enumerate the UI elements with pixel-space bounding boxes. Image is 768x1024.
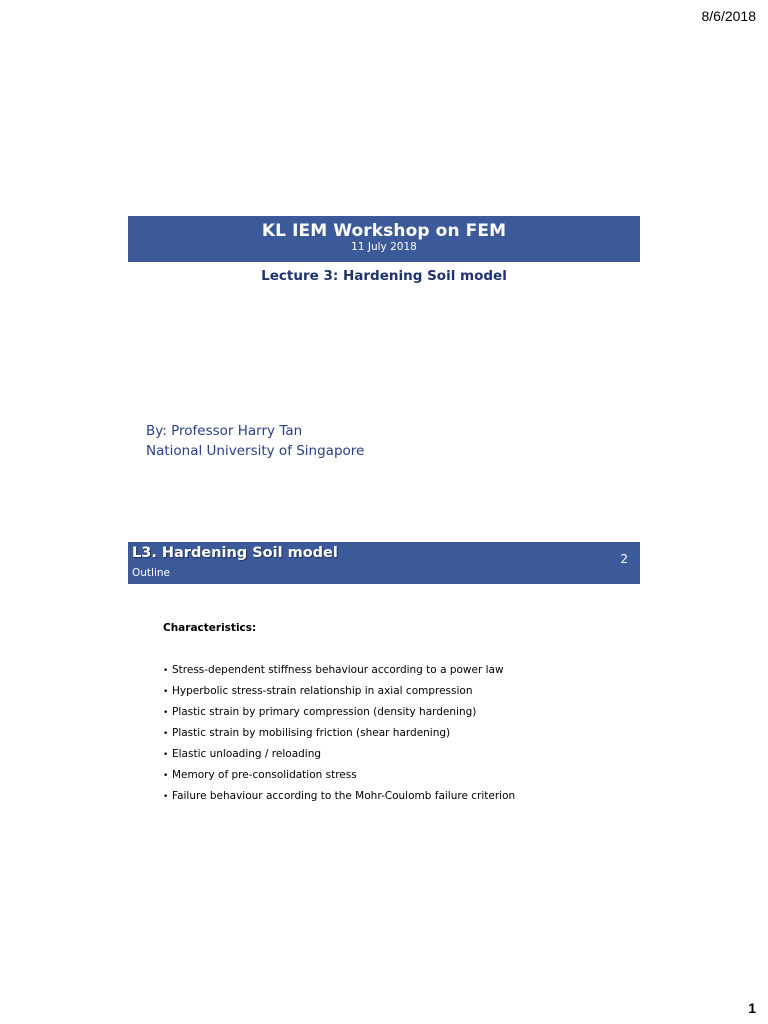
- bullet-text: Plastic strain by mobilising friction (shear hardening): [172, 727, 451, 739]
- slide2-title-banner: [128, 542, 640, 584]
- slide2-number: 2: [620, 552, 628, 566]
- bullet-icon: •: [163, 708, 169, 718]
- slide1-author-block: [146, 421, 364, 461]
- list-item: [163, 767, 515, 788]
- slide1-author-affiliation: National University of Singapore: [146, 443, 365, 459]
- slide2-title: L3. Hardening Soil model: [132, 545, 338, 561]
- list-item: [163, 788, 515, 809]
- slide2-subtitle: Outline: [132, 567, 170, 579]
- slide1-lecture-title: Lecture 3: Hardening Soil model: [261, 268, 507, 284]
- bullet-text: Hyperbolic stress-strain relationship in axial compression: [172, 685, 473, 697]
- bullet-icon: •: [163, 666, 169, 676]
- slide1-author-name: By: Professor Harry Tan: [146, 423, 303, 439]
- bullet-text: Stress-dependent stiffness behaviour according to a power law: [172, 664, 504, 676]
- slide1-title: KL IEM Workshop on FEM: [261, 221, 507, 241]
- bullet-text: Failure behaviour according to the Mohr-Coulomb failure criterion: [172, 790, 516, 802]
- slide2-bullet-list: [163, 662, 515, 809]
- page-number: 1: [748, 1000, 756, 1016]
- bullet-icon: •: [163, 687, 169, 697]
- page-date: 8/6/2018: [701, 8, 756, 24]
- slide1-date: 11 July 2018: [351, 241, 417, 253]
- bullet-icon: •: [163, 771, 169, 781]
- bullet-icon: •: [163, 729, 169, 739]
- list-item: [163, 662, 515, 683]
- bullet-text: Plastic strain by primary compression (density hardening): [172, 706, 477, 718]
- list-item: [163, 704, 515, 725]
- list-item: [163, 683, 515, 704]
- list-item: [163, 746, 515, 767]
- slide2-heading: Characteristics:: [163, 622, 257, 634]
- slide1-title-banner: [128, 216, 640, 262]
- bullet-icon: •: [163, 792, 169, 802]
- bullet-text: Elastic unloading / reloading: [172, 748, 322, 760]
- bullet-text: Memory of pre-consolidation stress: [172, 769, 357, 781]
- bullet-icon: •: [163, 750, 169, 760]
- list-item: [163, 725, 515, 746]
